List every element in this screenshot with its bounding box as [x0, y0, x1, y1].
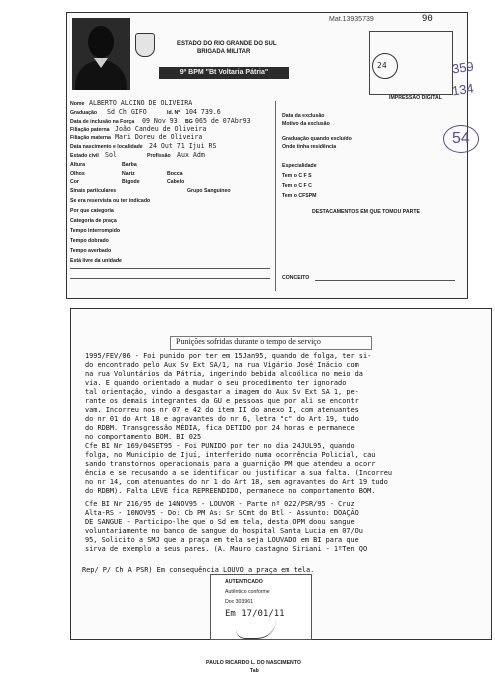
graduation-value: Sd Ch GIFO: [107, 108, 147, 116]
bg-value: 065 de 07Abr93: [195, 117, 251, 125]
name-value: ALBERTO ALCINO DE OLIVEIRA: [89, 99, 193, 107]
punishment-line-4: via. E quando orientado a mudar o seu procedimento ter ignorado: [85, 379, 347, 387]
nose-label: Nariz: [122, 171, 135, 177]
service-time-label: Tempo interrompido: [70, 228, 121, 234]
id-photo: [72, 18, 130, 90]
punishment-last-line: Rep/ P/ Ch A PSR) Em consequência LOUVO a praça em tela.: [82, 566, 315, 574]
digital-label: IMPRESSÃO DIGITAL: [389, 95, 442, 101]
stamp-line-3: Doc 303961: [225, 599, 253, 605]
status-label: Estado civil: [70, 153, 99, 159]
hair-label: Cabelo: [167, 179, 185, 185]
punishment-line-12: folga, no Município de Ijuí, interferido numa ocorrência Policial, cau: [85, 451, 376, 459]
profession-value: Aux Adm: [177, 151, 205, 159]
detachments-heading: DESTACAMENTOS EM QUE TOMOU PARTE: [312, 209, 420, 215]
punishment-line-22: sirva de exemplo a seus pares. (A. Mauro castagno Siriani - 1ºTen QO: [85, 545, 368, 553]
birth-value: 24 Out 71 Ijui RS: [149, 142, 217, 150]
punishment-line-2: do encontrado pelo Aux Sv Ext SA/1, na rua Vigário José Inácio com: [85, 361, 359, 369]
punishment-line-8: do nr 01 do Art 18 e agravantes do nr 6, letra "c" do Art 19, tudo: [85, 415, 359, 423]
profession-label: Profissão: [147, 153, 171, 159]
bg-label: BG: [185, 119, 193, 125]
punishment-line-16: do RDBM). Falta LEVE fica REPREENDIDO, permanece no comportamento BOM.: [85, 487, 376, 495]
mustache-label: Bigode: [122, 179, 140, 185]
punishment-line-7: vam. Incorreu nos nr 07 e 42 do item II do anexo I, com atenuantes: [85, 406, 359, 414]
exclusion-date-label: Data da exclusão: [282, 113, 325, 119]
unit-label: Está livre da unidade: [70, 258, 122, 264]
state-title: ESTADO DO RIO GRANDE DO SUL: [177, 41, 277, 47]
punishment-line-3: na rua Voluntários da Pátria, ingerindo bebida alcoólica no meio da: [85, 370, 363, 378]
inclusion-label: Data de inclusão na Força: [70, 119, 135, 125]
punishment-line-21: 95, Solicito a SMJ que a praça em tela seja LOUVADO em BI para que: [85, 536, 359, 544]
specialty-label: Especialidade: [282, 163, 317, 169]
eyes-label: Olhos: [70, 171, 85, 177]
punishment-line-13: sando transtornos operacionais para a guarnição PM que atendeu a ocorr: [85, 460, 376, 468]
stamp-role: Tab: [250, 668, 259, 674]
name-label: Nome: [70, 101, 85, 107]
form-line: [70, 268, 270, 269]
added-label: Tempo averbado: [70, 248, 112, 254]
punishments-title: Punições sofridas durante o tempo de serviço: [176, 337, 321, 346]
concept-line: [315, 280, 455, 281]
corp-title: BRIGADA MILITAR: [197, 49, 251, 55]
residence-label: Onde tinha residência: [282, 144, 337, 150]
punishment-line-6: rante os demais integrantes da GU e pessoas que por ali se encontr: [85, 397, 359, 405]
punishment-line-5: tal orientação, vindo a desgastar a imagem do Aux Sv Ext SA 1, pe-: [85, 388, 359, 396]
id-label: Id. Nº: [167, 110, 181, 116]
beard-label: Barba: [122, 162, 137, 168]
circled-number: 54: [452, 130, 470, 147]
why-label: Por que categoria: [70, 208, 114, 214]
state-crest-icon: [135, 33, 155, 57]
graduation-label: Graduação: [70, 110, 98, 116]
cfc-label: Tem o C F C: [282, 183, 312, 189]
inclusion-value: 09 Nov 93: [142, 117, 178, 125]
circle-mark-icon: [443, 125, 479, 153]
id-value: 104 739.6: [185, 108, 221, 116]
category-label: Categoria de praça: [70, 218, 117, 224]
punishment-line-19: DE SANGUE - Participo-lhe que o Sd em tela, desta OPM doou sangue: [85, 518, 355, 526]
height-label: Altura: [70, 162, 85, 168]
color-label: Cor: [70, 179, 79, 185]
father-value: João Candeu de Oliveira: [115, 125, 207, 133]
cfspm-label: Tem o CFSPM: [282, 193, 317, 199]
punishment-line-17: Cfe BI Nr 216/95 de 14NOV95 - LOUVOR - Parte nº 022/PSR/95 - Cruz: [85, 500, 355, 508]
reservist-label: Se era reservista ou ter indicado: [70, 198, 151, 204]
margin-number-2: 134: [451, 80, 475, 99]
column-divider: [275, 101, 276, 291]
unit-banner: 9º BPM "Bt Voltaria Pátria": [159, 67, 289, 79]
punishment-line-1: 1995/FEV/06 - Foi punido por ter em 15Jan95, quando de folga, ter si-: [85, 352, 372, 360]
stamp-name: PAULO RICARDO L. DO NASCIMENTO: [206, 660, 301, 666]
mouth-label: Bocca: [167, 171, 183, 177]
status-value: Sol: [105, 151, 117, 159]
stamp-line-1: AUTENTICADO: [225, 579, 263, 585]
doubled-label: Tempo dobrado: [70, 238, 109, 244]
graduation-exclusion-label: Graduação quando excluído: [282, 136, 352, 142]
signs-label: Sinais particulares: [70, 188, 117, 194]
form-line: [70, 278, 270, 279]
punishment-line-14: ência e se recusando a se identificar ou justificar a sua falta. (Incorreu: [85, 469, 392, 477]
punishment-line-10: no comportamento BOM. BI 025: [85, 433, 202, 441]
stamp-line-4: Em 17/01/11: [225, 609, 285, 619]
photo-head: [88, 26, 114, 58]
personal-record-card: [66, 12, 468, 299]
matricula: Mat.13935739: [329, 16, 374, 23]
punishment-line-18: Alta-RS - 10NOV95 - Do: Cb PM As: Sr SCmt do Btl - Assunto: DOAÇÃO: [85, 509, 359, 517]
punishment-line-15: no nr 14, com atenuantes do nr 1 do Art 18, sem agravantes do Art 19 tudo: [85, 478, 388, 486]
mother-value: Mari Doreu de Oliveira: [115, 133, 203, 141]
punishment-line-9: do RDBM. Transgressão MÉDIA, fica DETIDO por 24 horas e permanece: [85, 424, 355, 432]
stamp-line-2: Autêntico conforme: [225, 589, 270, 595]
concept-label: CONCEITO: [282, 275, 310, 281]
punishment-line-11: Cfe BI Nr 169/04SET95 - Foi PUNIDO por ter no dia 24JUL95, quando: [85, 442, 355, 450]
cfs-label: Tem o C F S: [282, 173, 312, 179]
blood-label: Grupo Sanguíneo: [187, 188, 231, 194]
father-label: Filiação paterna: [70, 127, 110, 133]
margin-number-1: 359: [451, 58, 475, 77]
mother-label: Filiação materna: [70, 135, 111, 141]
stamp-number: 24: [377, 61, 387, 70]
exclusion-reason-label: Motivo da exclusão: [282, 121, 330, 127]
birth-label: Data nascimento e localidade: [70, 144, 143, 150]
page-number-top: 90: [422, 14, 433, 24]
punishment-line-20: voluntariamente no banco de sangue do hospital Santa Lucia em 07/Ou: [85, 527, 363, 535]
